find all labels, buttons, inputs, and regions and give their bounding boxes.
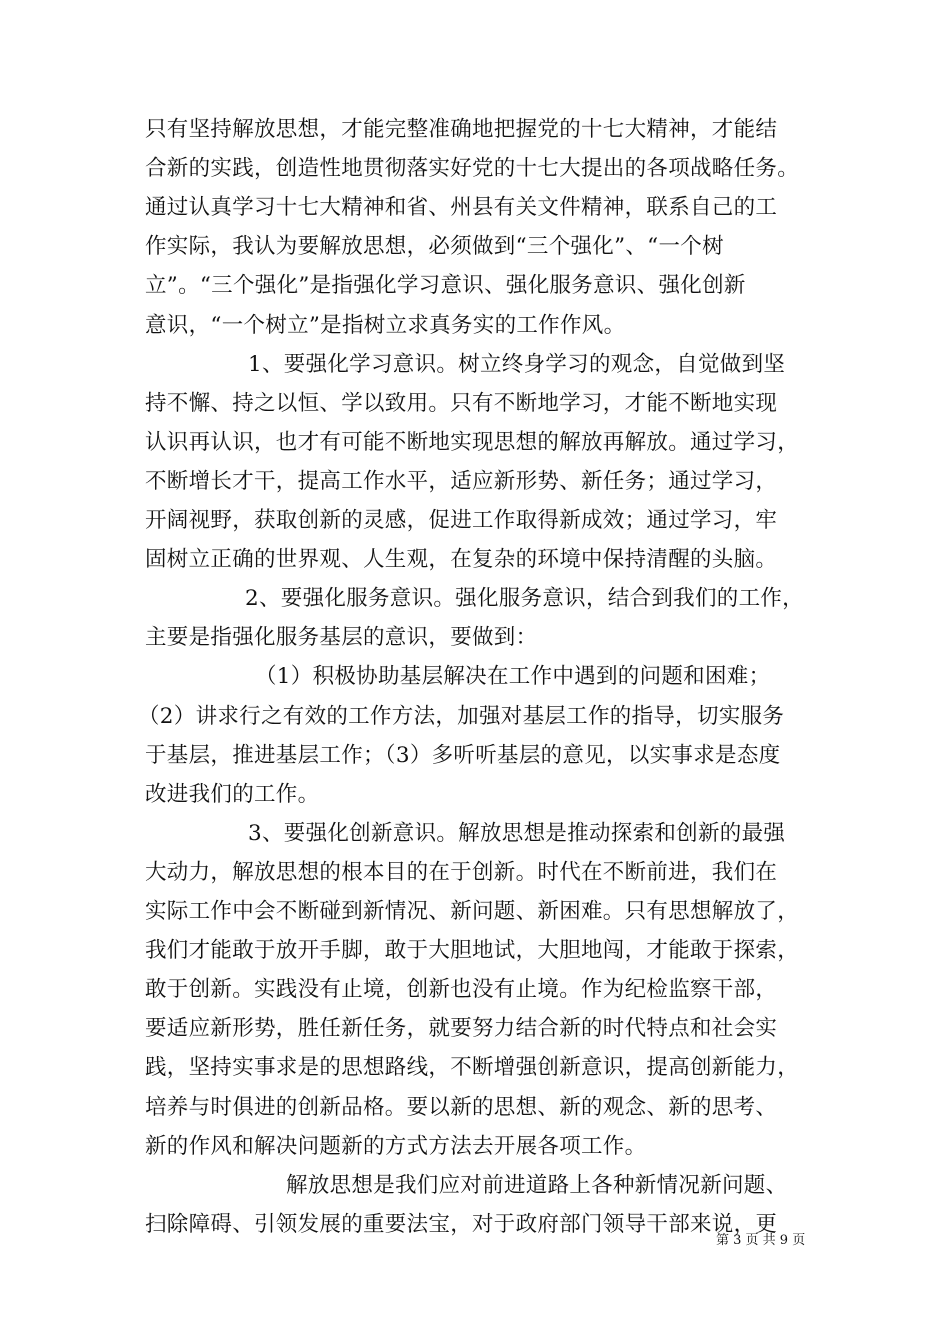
text-line: 主要是指强化服务基层的意识，要做到：: [145, 625, 538, 651]
text-line: 敢于创新。实践没有止境，创新也没有止境。作为纪检监察干部，: [145, 977, 778, 1003]
text-line: 固树立正确的世界观、人生观，在复杂的环境中保持清醒的头脑。: [145, 547, 778, 573]
text-line: 改进我们的工作。: [145, 781, 320, 807]
text-line: 合新的实践，创造性地贯彻落实好党的十七大提出的各项战略任务。: [145, 156, 800, 182]
text-line: 作实际，我认为要解放思想，必须做到“三个强化”、“一个树: [145, 234, 724, 260]
text-line: 扫除障碍、引领发展的重要法宝，对于政府部门领导干部来说，更: [145, 1211, 778, 1237]
text-line: 1、要强化学习意识。树立终身学习的观念，自觉做到坚: [248, 351, 786, 377]
text-line: 我们才能敢于放开手脚，敢于大胆地试，大胆地闯，才能敢于探索，: [145, 938, 800, 964]
text-line: 持不懈、持之以恒、学以致用。只有不断地学习，才能不断地实现: [145, 390, 778, 416]
text-line: 只有坚持解放思想，才能完整准确地把握党的十七大精神，才能结: [145, 117, 778, 142]
text-line: 于基层，推进基层工作；（3）多听听基层的意见，以实事求是态度: [145, 742, 781, 768]
text-line: 意识，“一个树立”是指树立求真务实的工作作风。: [145, 312, 626, 338]
text-line: 开阔视野，获取创新的灵感，促进工作取得新成效；通过学习，牢: [145, 508, 778, 533]
text-line: 立”。“三个强化”是指强化学习意识、强化服务意识、强化创新: [145, 273, 746, 299]
text-line: 新的作风和解决问题新的方式方法去开展各项工作。: [145, 1133, 647, 1159]
text-line: 通过认真学习十七大精神和省、州县有关文件精神，联系自己的工: [145, 195, 778, 221]
page-number-footer: 第 3 页 共 9 页: [716, 1233, 806, 1248]
text-line: 大动力，解放思想的根本目的在于创新。时代在不断前进，我们在: [145, 859, 778, 885]
text-line: 培养与时俱进的创新品格。要以新的思想、新的观念、新的思考、: [145, 1094, 778, 1120]
text-line: 2、要强化服务意识。强化服务意识，结合到我们的工作，: [245, 586, 804, 612]
text-line: （1）积极协助基层解决在工作中遇到的问题和困难；: [255, 664, 771, 690]
text-line: 认识再认识，也才有可能不断地实现思想的解放再解放。通过学习，: [145, 429, 800, 455]
text-line: 践，坚持实事求是的思想路线，不断增强创新意识，提高创新能力，: [145, 1055, 800, 1081]
text-line: 3、要强化创新意识。解放思想是推动探索和创新的最强: [248, 820, 786, 846]
text-line: 解放思想是我们应对前进道路上各种新情况新问题、: [286, 1172, 788, 1198]
text-line: （2）讲求行之有效的工作方法，加强对基层工作的指导，切实服务: [138, 703, 785, 729]
text-line: 要适应新形势，胜任新任务，就要努力结合新的时代特点和社会实: [145, 1016, 778, 1042]
text-line: 不断增长才干，提高工作水平，适应新形势、新任务；通过学习，: [145, 468, 778, 494]
text-line: 实际工作中会不断碰到新情况、新问题、新困难。只有思想解放了，: [145, 899, 800, 924]
